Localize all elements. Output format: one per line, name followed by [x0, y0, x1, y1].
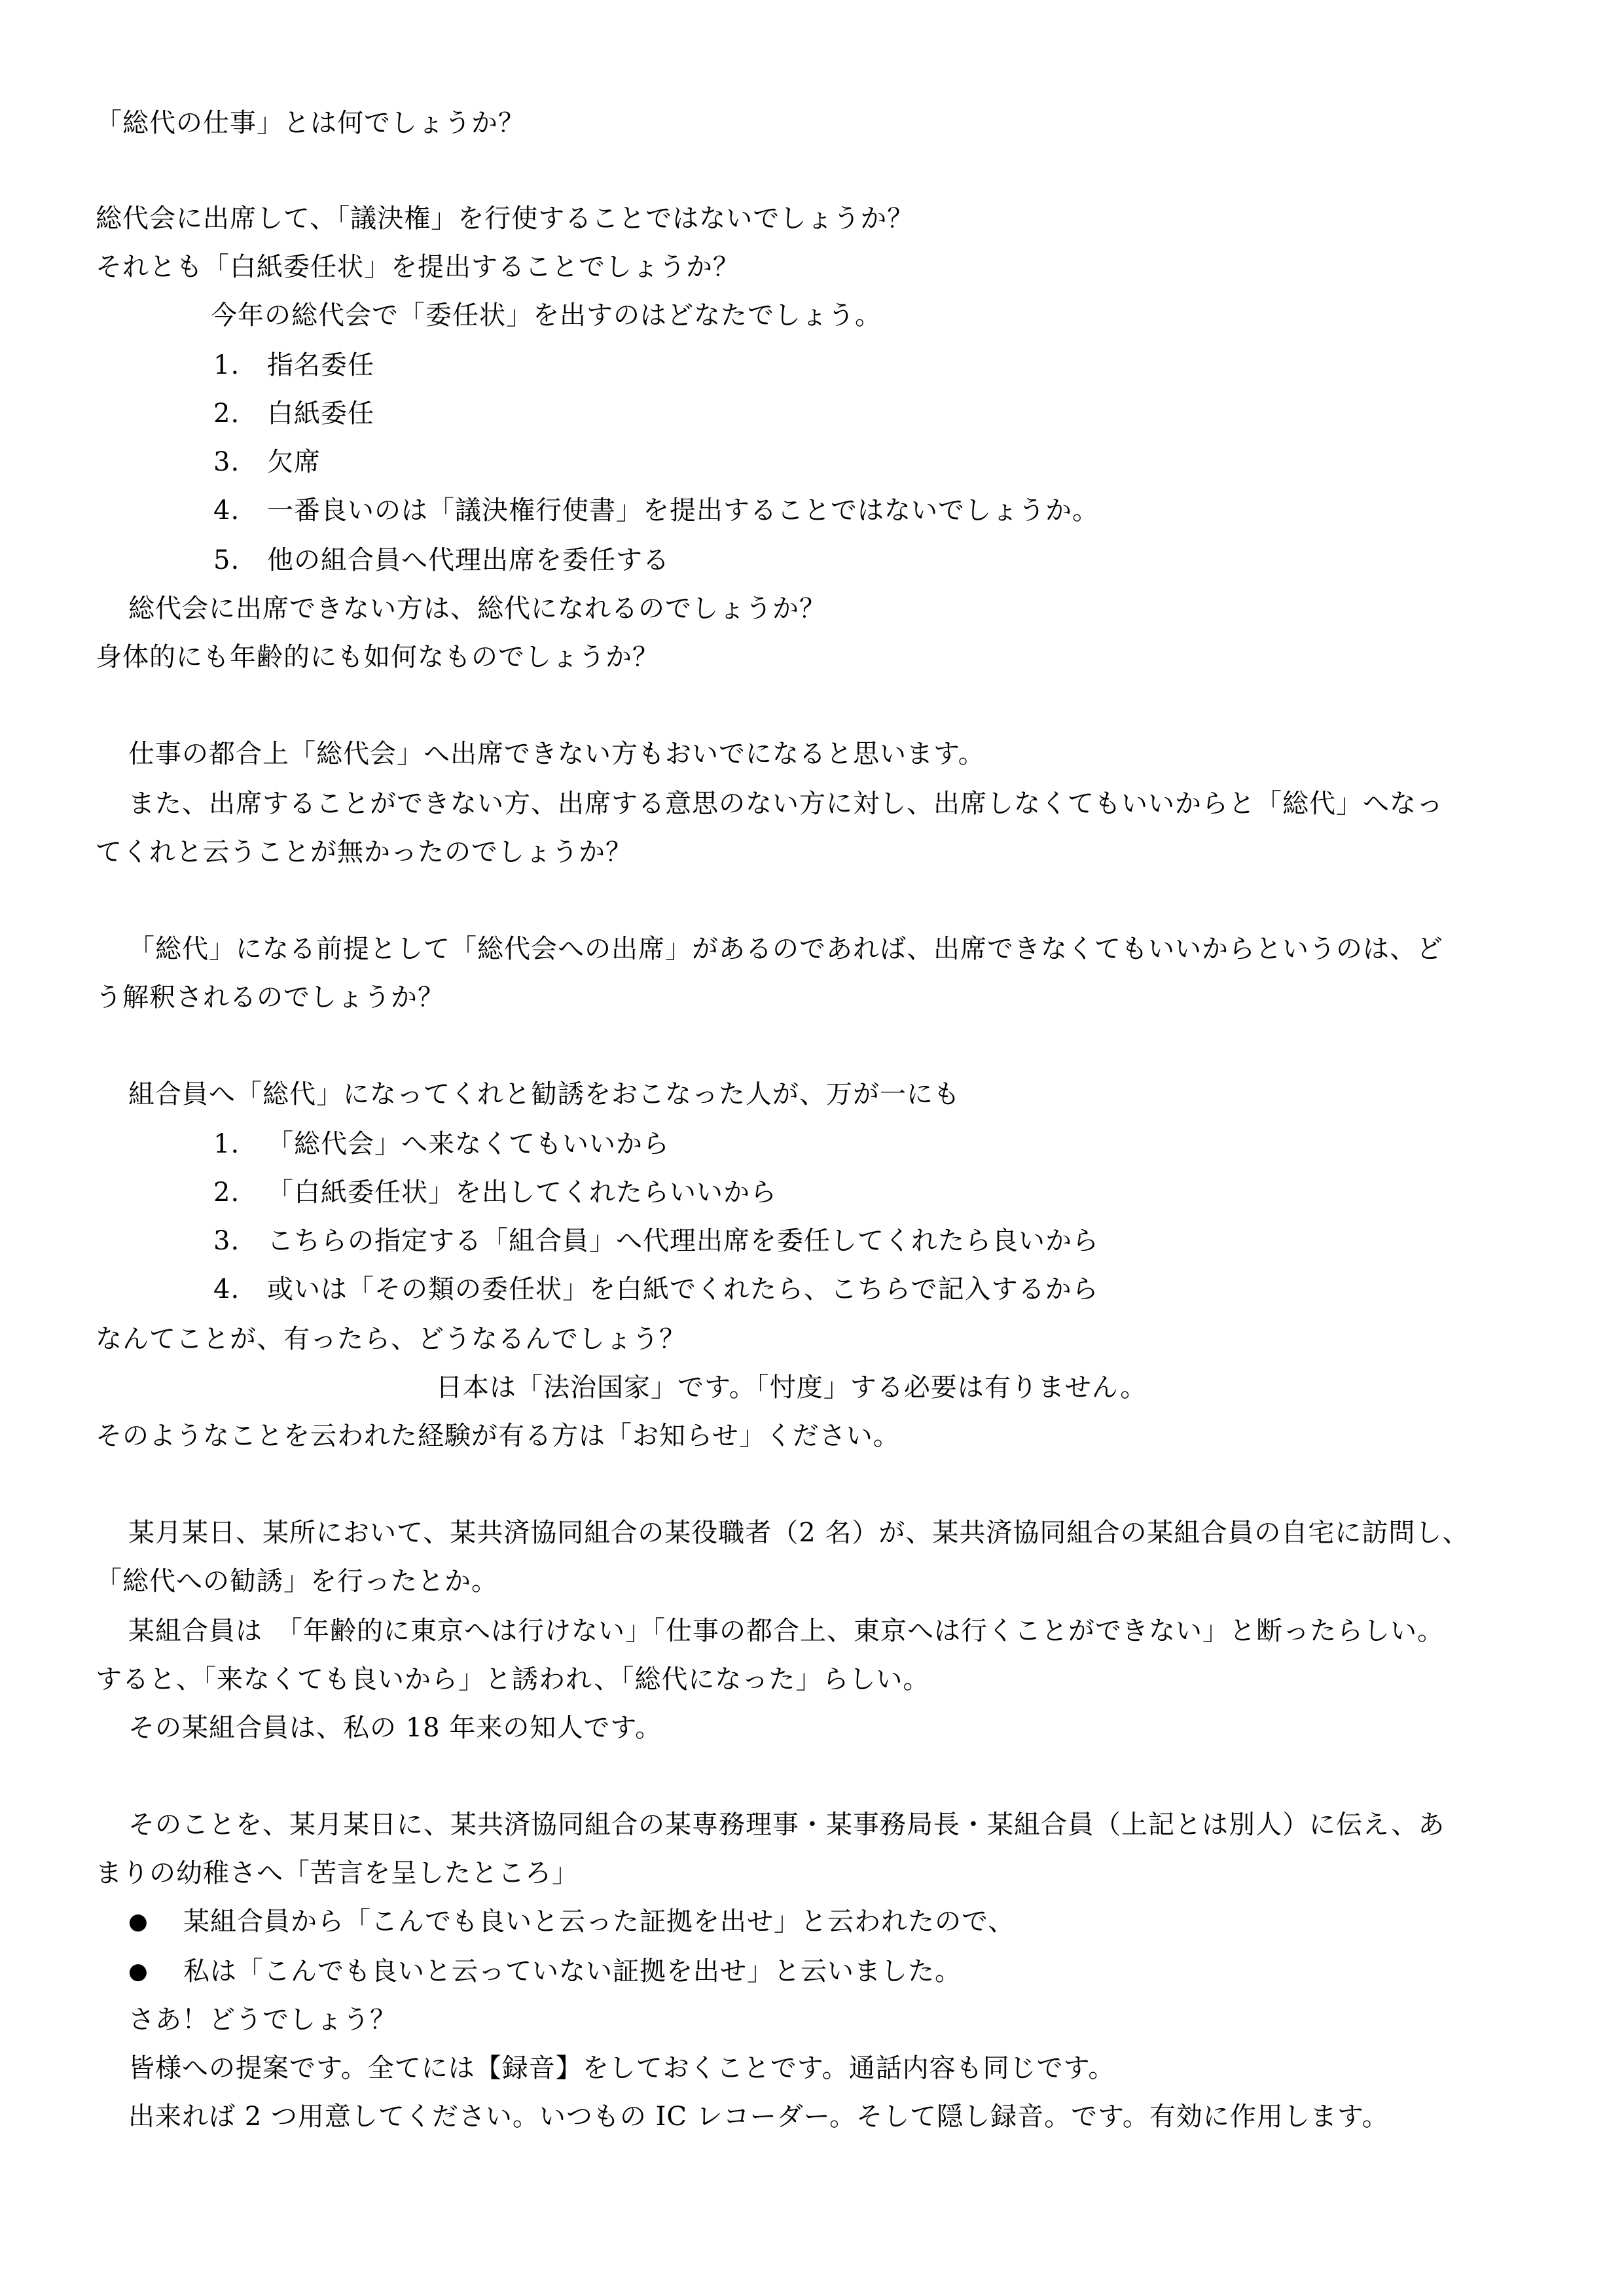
bullet-icon: ● [128, 1909, 149, 1935]
paragraph-line: 皆様への提案です。全てには【録音】をしておくことです。通話内容も同じです。 [128, 2053, 1115, 2083]
list-item-number: 3. [213, 447, 240, 477]
list-item-number: 1. [213, 1129, 240, 1159]
bullet-item [128, 1906, 1015, 1937]
list-item-number: 3. [213, 1226, 240, 1256]
list-item-text: 欠席 [267, 447, 321, 477]
paragraph-line: それとも「白紙委任状」を提出することでしょうか？ [96, 252, 740, 282]
paragraph-line: また、出席することができない方、出席する意思のない方に対し、出席しなくてもいいからと「総代」へなっ [128, 789, 1443, 819]
list-item [213, 350, 374, 381]
list-item [213, 545, 670, 576]
list-item-text: 一番良いのは「議決権行使書」を提出することではないでしょうか。 [267, 495, 1099, 526]
list-item [213, 446, 321, 478]
list-item-number: 4. [213, 495, 240, 526]
list-item [213, 495, 1099, 526]
list-item-number: 2. [213, 1177, 240, 1208]
list-item [213, 1128, 670, 1160]
paragraph-line: 某組合員は 「年齢的に東京へは行けない」「仕事の都合上、東京へは行くことができない」と断ったらしい。 [128, 1616, 1444, 1646]
list-item-number: 2. [213, 399, 240, 429]
paragraph-line: さあ！どうでしょう？ [128, 2005, 397, 2035]
paragraph-line: てくれと云うことが無かったのでしょうか？ [96, 837, 632, 867]
paragraph-line: 組合員へ「総代」になってくれと勧誘をおこなった人が、万が一にも [128, 1079, 960, 1109]
paragraph-line: 出来れば 2 つ用意してください。いつもの IC レコーダー。そして隠し録音。です。有効に作用します。 [128, 2102, 1389, 2132]
list-item [213, 1177, 777, 1208]
list-item-text: 指名委任 [267, 350, 374, 380]
paragraph-line: 総代会に出席できない方は、総代になれるのでしょうか？ [128, 594, 826, 624]
paragraph-line: 仕事の都合上「総代会」へ出席できない方もおいでになると思います。 [128, 739, 985, 769]
document-title: 「総代の仕事」とは何でしょうか？ [96, 108, 525, 138]
list-item [213, 1225, 1099, 1257]
list-item-number: 1. [213, 350, 240, 380]
list-item-text: 白紙委任 [267, 399, 374, 429]
bullet-icon: ● [128, 1958, 149, 1984]
list-item [213, 1274, 1099, 1305]
list-item-text: 或いは「その類の委任状」を白紙でくれたら、こちらで記入するから [267, 1274, 1099, 1304]
paragraph-line: そのようなことを云われた経験が有る方は「お知らせ」ください。 [96, 1421, 900, 1451]
paragraph-line: 総代会に出席して、「議決権」を行使することではないでしょうか？ [96, 204, 914, 234]
paragraph-line: 某月某日、某所において、某共済協同組合の某役職者（2 名）が、某共済協同組合の某組合員の自宅に訪問し、 [128, 1518, 1470, 1548]
paragraph-line: う解釈されるのでしょうか？ [96, 982, 444, 1013]
paragraph-line: 「総代への勧誘」を行ったとか。 [96, 1566, 498, 1596]
bullet-text: 私は「こんでも良いと云っていない証拠を出せ」と云いました。 [183, 1956, 962, 1986]
paragraph-line: 今年の総代会で「委任状」を出すのはどなたでしょう。 [211, 300, 882, 331]
list-item [213, 398, 374, 429]
list-item-text: 「総代会」へ来なくてもいいから [267, 1129, 670, 1159]
paragraph-line: なんてことが、有ったら、どうなるんでしょう？ [96, 1324, 686, 1354]
paragraph-line: 身体的にも年齢的にも如何なものでしょうか？ [96, 642, 659, 672]
centered-statement: 日本は「法治国家」です。「忖度」する必要は有りません。 [436, 1372, 1147, 1403]
list-item-number: 5. [213, 545, 240, 575]
paragraph-line: すると、「来なくても良いから」と誘われ、「総代になった」らしい。 [96, 1664, 930, 1695]
list-item-text: 「白紙委任状」を出してくれたらいいから [267, 1177, 777, 1208]
list-item-text: 他の組合員へ代理出席を委任する [267, 545, 670, 575]
bullet-text: 某組合員から「こんでも良いと云った証拠を出せ」と云われたので、 [183, 1907, 1015, 1937]
paragraph-line: まりの幼稚さへ「苦言を呈したところ」 [96, 1858, 579, 1888]
list-item-text: こちらの指定する「組合員」へ代理出席を委任してくれたら良いから [267, 1226, 1099, 1256]
list-item-number: 4. [213, 1274, 240, 1304]
paragraph-line: そのことを、某月某日に、某共済協同組合の某専務理事・某事務局長・某組合員（上記とは別人）に伝え、あ [128, 1810, 1445, 1840]
bullet-item [128, 1956, 962, 1987]
paragraph-line: 「総代」になる前提として「総代会への出席」があるのであれば、出席できなくてもいいからというのは、ど [128, 934, 1443, 964]
paragraph-line: その某組合員は、私の 18 年来の知人です。 [128, 1713, 662, 1743]
